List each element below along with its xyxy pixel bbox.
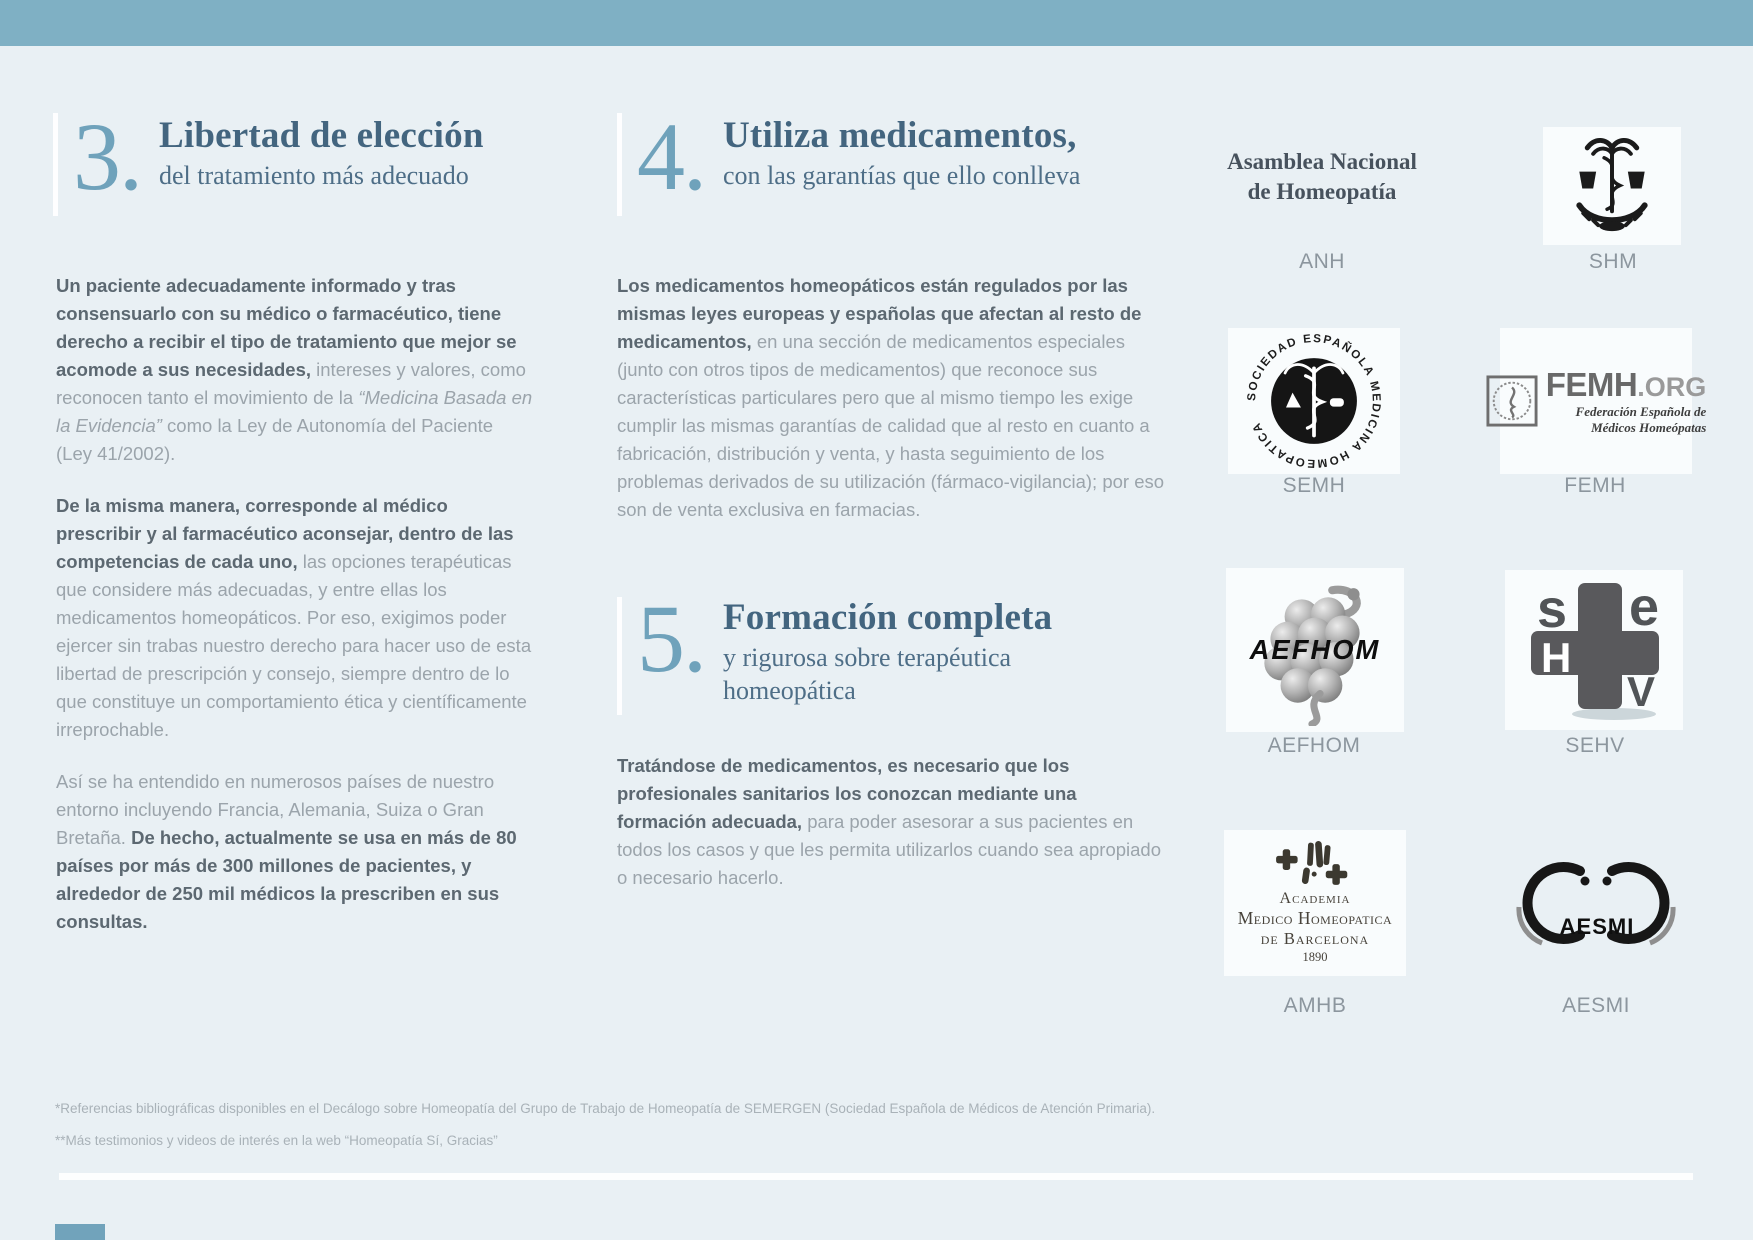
- section-divider-bar: [53, 113, 58, 216]
- footnote-1: *Referencias bibliográficas disponibles en el Decálogo sobre Homeopatía del Grupo de Trabajo de Homeopatía de SEMERGEN (Sociedad Española de Médicos de Atención Primaria).: [55, 1101, 1156, 1116]
- section-3-subtitle: del tratamiento más adecuado: [159, 161, 469, 190]
- amhb-name-line1: Academia: [1279, 890, 1351, 907]
- semh-label: SEMH: [1282, 474, 1346, 497]
- text-run: Los medicamentos homeopáticos están regulados por las mismas leyes europeas y españolas que afectan al resto de medicamentos,: [617, 275, 1142, 352]
- text-run: para poder asesorar a sus pacientes en todos los casos y que les permita utilizarlos cuando sea apropiado o necesario hacerlo.: [617, 811, 1162, 888]
- femh-label: FEMH: [1564, 474, 1626, 497]
- anh-logo: [1222, 147, 1422, 207]
- text-run: Así se ha entendido en numerosos países de nuestro entorno incluyendo Francia, Alemania, Suiza o Gran Bretaña.: [56, 771, 495, 848]
- amhb-year: 1890: [1302, 950, 1328, 964]
- femh-logo-tile: [1500, 328, 1707, 474]
- left-column: [56, 272, 534, 960]
- section-4-heading: [617, 103, 1081, 216]
- section-5-title: Formación completa: [723, 597, 1053, 638]
- paragraph-5: [617, 752, 1165, 892]
- femh-tagline: Médicos Homeópatas: [1591, 420, 1707, 435]
- text-run: intereses y valores, como reconocen tanto el movimiento de la: [56, 359, 526, 408]
- section-3-heading: [53, 103, 484, 216]
- text-run: como la Ley de Autonomía del Paciente (Ley 41/2002).: [56, 415, 494, 464]
- sehv-logo-tile: [1505, 570, 1683, 730]
- section-divider-bar: [617, 113, 622, 216]
- footnote-2: **Más testimonios y videos de interés en la web “Homeopatía Sí, Gracias”: [55, 1133, 498, 1148]
- aefhom-wordmark: AEFHOM: [1249, 634, 1381, 666]
- section-4-subtitle: con las garantías que ello conlleva: [723, 161, 1081, 190]
- femh-wordmark-main: FEMH: [1545, 366, 1638, 403]
- aesmi-label: AESMI: [1562, 994, 1630, 1017]
- amhb-ink-icon: [1263, 841, 1367, 889]
- amhb-logo-tile: [1224, 830, 1406, 976]
- semh-ring-text: SOCIEDAD ESPAÑOLA MEDICINA HOMEOPATICA: [1245, 332, 1383, 471]
- section-5-number: 5.: [637, 585, 705, 692]
- top-color-bar: [0, 0, 1753, 46]
- text-run: en una sección de medicamentos especiales (junto con otros tipos de medicamentos) que reconoce sus características particulares pero que al mismo tiempo les exige cumplir las mismas garantías de calidad que al resto en cuanto a fabricación, distribución y venta, y hasta seguimiento de los problemas derivados de su utilización (fármaco-vigilancia); por eso son de venta exclusiva en farmacias.: [617, 331, 1165, 520]
- amhb-name-line3: de Barcelona: [1260, 929, 1370, 948]
- text-run: las opciones terapéuticas que considere más adecuadas, y entre ellas los medicamentos homeopáticos. Por eso, exigimos poder ejercer sin trabas nuestro derecho para hacer uso de esta libertad de prescripción y consejo, siempre dentro de lo que constituye un comportamiento ética y científicamente irreprochable.: [56, 551, 532, 740]
- text-run: “Medicina Basada en la Evidencia”: [56, 387, 533, 436]
- sehv-letter-h: H: [1541, 634, 1572, 681]
- sehv-label: SEHV: [1565, 734, 1625, 757]
- corner-accent: [55, 1224, 105, 1240]
- anh-label: ANH: [1299, 250, 1345, 273]
- aefhom-logo-tile: [1226, 568, 1404, 732]
- femh-wordmark: [1546, 366, 1707, 404]
- section-5-heading: [617, 585, 1053, 715]
- section-5-subtitle: y rigurosa sobre terapéutica: [723, 643, 1012, 672]
- anh-name-line2: de Homeopatía: [1247, 179, 1397, 204]
- paragraph-4: [617, 272, 1169, 524]
- sehv-letter-v: V: [1627, 668, 1656, 715]
- femh-tagline: Federación Española de: [1575, 404, 1707, 419]
- middle-column-top: [617, 272, 1169, 548]
- section-3-number: 3.: [73, 103, 141, 210]
- aesmi-arcs-icon: [1506, 851, 1686, 955]
- text-run: Tratándose de medicamentos, es necesario que los profesionales sanitarios los conozcan mediante una formación adecuada,: [617, 755, 1077, 832]
- text-run: De hecho, actualmente se usa en más de 80 países por más de 300 millones de pacientes, y alrededor de 250 mil médicos la prescriben en sus consultas.: [56, 827, 517, 932]
- aefhom-label: AEFHOM: [1267, 734, 1361, 757]
- shm-logo-tile: [1543, 127, 1681, 245]
- middle-column-bottom: [617, 752, 1165, 916]
- aesmi-logo-tile: [1502, 832, 1690, 974]
- femh-wordmark-tld: .ORG: [1637, 372, 1707, 402]
- amhb-name-line2: Medico Homeopatica: [1237, 908, 1393, 928]
- femh-seal-icon: [1486, 375, 1538, 427]
- aesmi-wordmark: AESMI: [1559, 914, 1635, 939]
- section-divider-bar: [617, 597, 622, 715]
- sehv-cross-icon: [1519, 575, 1669, 725]
- semh-seal-icon: [1244, 331, 1384, 471]
- shm-label: SHM: [1588, 250, 1638, 273]
- section-5-subtitle-line2: homeopática: [723, 676, 856, 705]
- text-run: De la misma manera, corresponde al médico prescribir y al farmacéutico aconsejar, dentro de las competencias de cada uno,: [56, 495, 514, 572]
- anh-name-line1: Asamblea Nacional: [1227, 149, 1417, 174]
- paragraph-3: [56, 768, 534, 936]
- semh-logo-tile: [1228, 328, 1400, 474]
- footer-divider: [59, 1173, 1693, 1180]
- paragraph-2: [56, 492, 534, 744]
- sehv-letter-s: s: [1537, 579, 1568, 639]
- paragraph-1: [56, 272, 534, 468]
- shm-crest-icon: [1566, 134, 1658, 238]
- section-4-title: Utiliza medicamentos,: [723, 115, 1077, 156]
- aefhom-cluster-icon: [1237, 574, 1393, 726]
- amhb-name: [1238, 889, 1392, 965]
- sehv-letter-e: e: [1629, 577, 1660, 637]
- section-3-title: Libertad de elección: [159, 115, 484, 156]
- section-4-number: 4.: [637, 103, 705, 210]
- amhb-label: AMHB: [1283, 994, 1347, 1017]
- text-run: Un paciente adecuadamente informado y tras consensuarlo con su médico o farmacéutico, tiene derecho a recibir el tipo de tratamiento que mejor se acomode a sus necesidades,: [56, 275, 517, 380]
